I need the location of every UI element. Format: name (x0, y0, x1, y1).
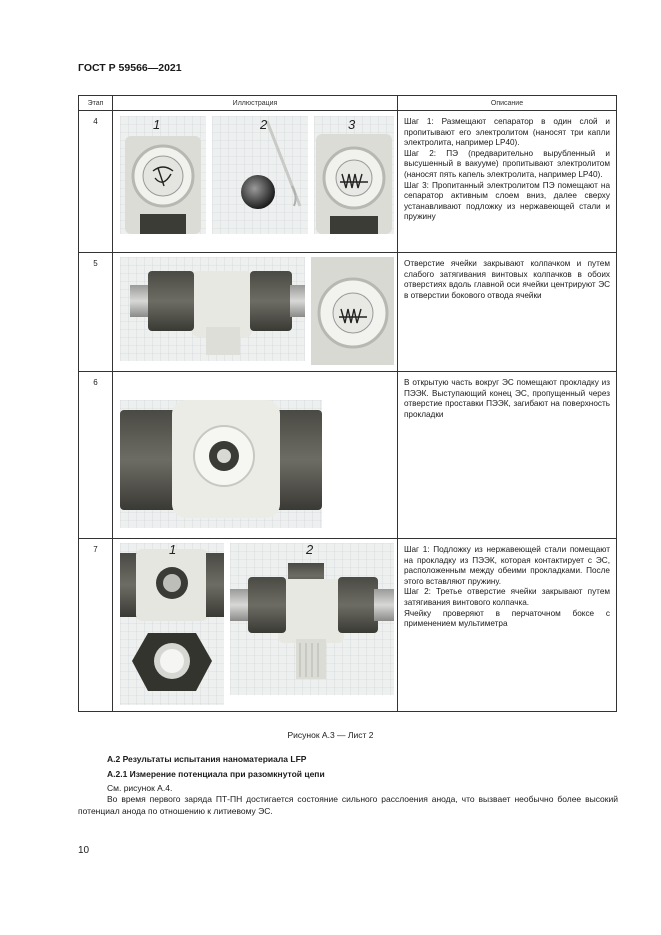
description-step2: Шаг 2: ПЭ (предварительно вырубленный и высушенный в вакууме) пропитывают электролитом (наносят пять капель электролита, например LP40). (404, 148, 610, 179)
photo-cell-assembled (120, 257, 305, 361)
description-step2: Шаг 2: Третье отверстие ячейки закрывают путем затягивания винтового колпачка. (404, 587, 610, 607)
photo-separator-step1 (120, 116, 206, 234)
figure-reference: См. рисунок А.4. (107, 783, 173, 793)
stage-number: 5 (79, 253, 113, 372)
table-row-stage-7 (79, 539, 617, 712)
column-header-stage: Этап (79, 96, 113, 111)
illustration-cell (113, 111, 398, 253)
description-cell (398, 372, 617, 539)
document-header: ГОСТ Р 59566—2021 (78, 62, 182, 74)
illustration-cell (113, 539, 398, 712)
stage-number: 6 (79, 372, 113, 539)
photo-cell-top-view (311, 257, 394, 365)
photo-label-1: 1 (153, 117, 161, 132)
column-header-description: Описание (398, 96, 617, 111)
description-cell (398, 539, 617, 712)
description-step1: Шаг 1: Подложку из нержавеющей стали помещают на прокладку из ПЭЭК, которая контактирует с ЭС, расположенным между обеими прокладками. После этого вставляют пружину. (404, 545, 610, 586)
body-paragraph: Во время первого заряда ПТ-ПН достигается состояние сильного расслоения анода, что вызвает необычно более высокий потенциал анода по отношению к литиевому ЭС. (78, 794, 618, 816)
section-heading: А.2 Результаты испытания наноматериала LFP (107, 754, 307, 764)
description-text: В открытую часть вокруг ЭС помещают прокладку из ПЭЭК. Выступающий конец ЭС, пропущенный через отверстие проставки ПЭЭК, загибают на поверхность прокладки (404, 378, 610, 419)
subsection-heading: А.2.1 Измерение потенциала при разомкнутой цепи (107, 769, 325, 779)
description-check: Ячейку проверяют в перчаточном боксе с применением мультиметра (404, 608, 610, 629)
table-row-stage-6 (79, 372, 617, 539)
photo-steel-substrate (120, 543, 224, 705)
description-step1: Шаг 1: Размещают сепаратор в один слой и пропитывают его электролитом (наносят три капли электролита, например LP40). (404, 117, 610, 148)
stage-number: 7 (79, 539, 113, 712)
description-cell (398, 253, 617, 372)
description-cell (398, 111, 617, 253)
photo-label-2: 2 (260, 117, 268, 132)
stage-number: 4 (79, 111, 113, 253)
illustration-cell (113, 372, 398, 539)
photo-cell-step3 (314, 116, 394, 234)
procedure-table (78, 95, 617, 712)
figure-caption: Рисунок А.3 — Лист 2 (287, 730, 374, 740)
description-step3: Шаг 3: Пропитанный электролитом ПЭ помещают на сепаратор активным слоем вниз, далее сверху устанавливают подложку из нержавеющей стали и пружину (404, 180, 610, 222)
page-number: 10 (78, 845, 90, 856)
photo-label-3: 3 (348, 117, 356, 132)
table-header-row (79, 96, 617, 111)
photo-label-1: 1 (169, 542, 177, 557)
photo-cell-closed (230, 543, 394, 695)
description-text: Отверстие ячейки закрывают колпачком и путем слабого затягивания винтовых колпачков в обоих отверстиях вдоль главной оси ячейки центрируют ЭС в отверстии бокового отвода ячейки (404, 259, 610, 300)
photo-electrode-step2 (212, 116, 308, 234)
photo-label-2: 2 (306, 542, 314, 557)
photo-peek-spacer (120, 400, 322, 528)
column-header-illustration: Иллюстрация (113, 96, 398, 111)
table-row-stage-5 (79, 253, 617, 372)
table-row-stage-4 (79, 111, 617, 253)
illustration-cell (113, 253, 398, 372)
